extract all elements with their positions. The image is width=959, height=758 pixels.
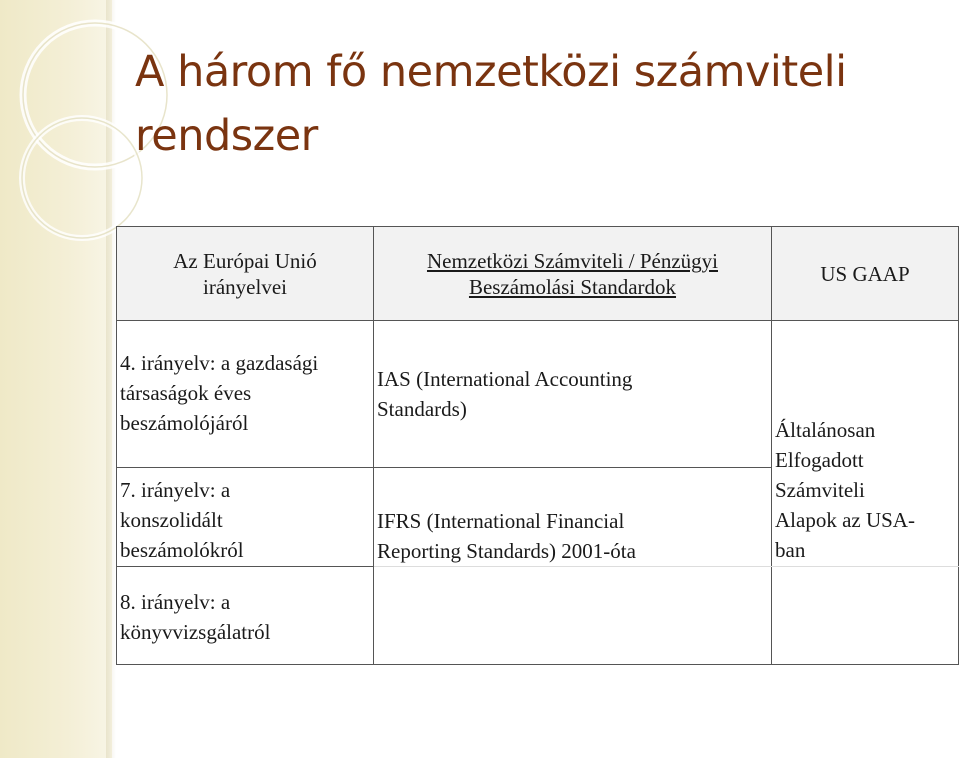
eu-directive-7-line-2: konszolidált	[120, 508, 223, 532]
header-ifrs-line-2: Beszámolási Standardok	[468, 274, 677, 299]
eu-directive-7-line-3: beszámolókról	[120, 538, 244, 562]
header-eu-directives	[117, 227, 374, 321]
us-gaap-description-cell	[772, 321, 959, 567]
ias-cell	[374, 321, 772, 468]
table-row	[117, 567, 959, 665]
us-gaap-line-1: Általánosan	[775, 418, 876, 442]
eu-directive-4-line-3: beszámolójáról	[120, 411, 249, 435]
eu-directive-4-line-2: társaságok éves	[120, 381, 252, 405]
header-us-gaap	[772, 227, 959, 321]
us-gaap-line-4: Alapok az USA-	[775, 508, 915, 532]
eu-directive-8-line-2: könyvvizsgálatról	[120, 620, 271, 644]
slide-title	[135, 40, 935, 168]
title-line-2: rendszer	[135, 111, 318, 161]
eu-directive-4-cell	[117, 321, 374, 468]
header-eu-line-1: Az Európai Unió	[173, 248, 317, 273]
empty-cell	[772, 567, 959, 665]
comparison-table	[116, 226, 959, 665]
us-gaap-line-3: Számviteli	[775, 478, 865, 502]
ias-line-1: IAS (International Accounting	[377, 367, 633, 391]
header-international-standards	[374, 227, 772, 321]
title-line-1: A három fő nemzetközi számviteli	[135, 47, 847, 97]
header-ifrs-line-1: Nemzetközi Számviteli / Pénzügyi	[426, 248, 718, 273]
ifrs-cell	[374, 468, 772, 567]
eu-directive-8-cell	[117, 567, 374, 665]
eu-directive-8-line-1: 8. irányelv: a	[120, 590, 231, 614]
table-header-row	[117, 227, 959, 321]
header-us-gaap-label: US GAAP	[820, 261, 910, 286]
header-eu-line-2: irányelvei	[203, 274, 287, 299]
us-gaap-line-2: Elfogadott	[775, 448, 864, 472]
eu-directive-7-cell	[117, 468, 374, 567]
ifrs-line-1: IFRS (International Financial	[377, 509, 625, 533]
empty-cell	[374, 567, 772, 665]
eu-directive-4-line-1: 4. irányelv: a gazdasági	[120, 351, 319, 375]
us-gaap-line-5: ban	[775, 538, 806, 562]
ifrs-line-2: Reporting Standards) 2001-óta	[377, 539, 636, 563]
table-row	[117, 321, 959, 468]
ias-line-2: Standards)	[377, 397, 467, 421]
eu-directive-7-line-1: 7. irányelv: a	[120, 478, 231, 502]
